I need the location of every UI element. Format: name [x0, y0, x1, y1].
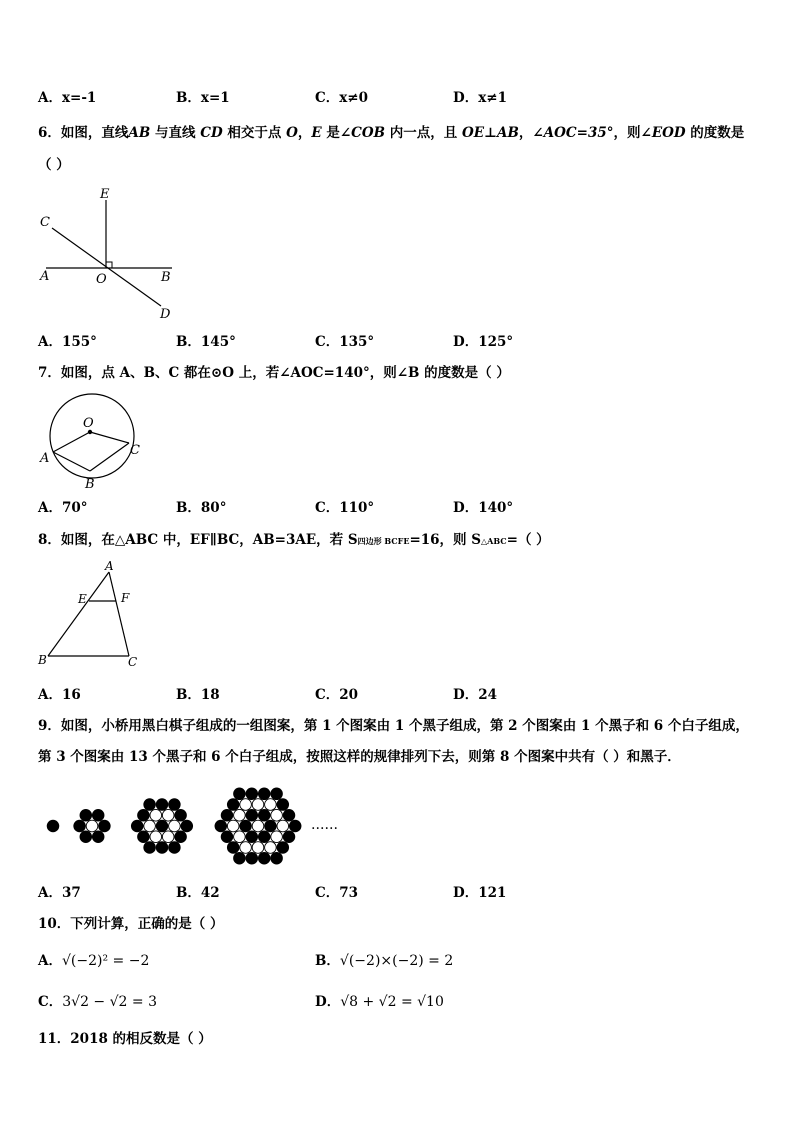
white-stone: [265, 842, 277, 854]
black-stone: [138, 809, 150, 821]
q6-stem-part: ∠EOD: [640, 125, 686, 141]
q10-stem: 10．下列计算，正确的是（ ）: [38, 916, 224, 932]
white-stone: [271, 831, 283, 843]
option-label: B．: [315, 953, 340, 969]
white-stone: [265, 799, 277, 811]
black-stone: [181, 820, 193, 832]
black-stone: [92, 809, 104, 821]
q8-subscript: △ABC: [481, 536, 507, 546]
black-stone: [258, 852, 270, 864]
q9-option-d: D．121: [453, 885, 507, 901]
q8-option-b: B．18: [176, 687, 220, 703]
black-stone: [258, 831, 270, 843]
q8-stem-part: 8．如图，在△ABC 中，EF∥BC，AB=3AE，若 S: [38, 532, 358, 548]
black-stone: [156, 820, 168, 832]
q6-stem-part: 6．如图，直线: [38, 125, 129, 141]
black-stone: [234, 788, 246, 800]
q6-stem-part: AB: [128, 125, 151, 141]
option-label: D．: [315, 994, 341, 1010]
black-stone: [221, 831, 233, 843]
q7-option-a: A．70°: [38, 500, 88, 516]
black-stone: [277, 842, 289, 854]
black-stone: [144, 842, 156, 854]
q10-option-d: [315, 993, 444, 1011]
q6-stem-part: O: [286, 125, 298, 141]
q6-stem-part: 相交于点: [222, 125, 287, 141]
q5-option-b: B．x=1: [176, 90, 230, 106]
q8-stem-part: =（ ）: [506, 532, 550, 548]
label-a: A: [40, 451, 50, 466]
white-stone: [234, 809, 246, 821]
black-stone: [246, 788, 258, 800]
white-stone: [227, 820, 239, 832]
black-stone: [99, 820, 111, 832]
q7-option-d: D．140°: [453, 500, 514, 516]
q6-option-d: D．125°: [453, 334, 514, 350]
q8-figure: [34, 560, 154, 672]
segment-oa: [53, 432, 90, 452]
q6-stem-part: 的度数是: [685, 125, 745, 141]
q8-option-a: A．16: [38, 687, 81, 703]
q6-option-b: B．145°: [176, 334, 236, 350]
q10-option-c-expression: 3√2 − √2 = 3: [62, 994, 157, 1010]
label-a: A: [40, 269, 50, 284]
black-stone: [234, 852, 246, 864]
q10-option-c: [38, 993, 157, 1011]
white-stone: [86, 820, 98, 832]
black-stone: [80, 831, 92, 843]
black-stone: [47, 820, 59, 832]
segment-ab: [48, 572, 109, 656]
q6-stem-part: ∠COB: [339, 125, 386, 141]
label-f: F: [121, 591, 130, 605]
q6-answer-paren: （ ）: [38, 157, 70, 173]
q6-stem-part: E: [311, 125, 322, 141]
q8-subscript: 四边形 BCFE: [357, 536, 410, 546]
black-stone: [265, 820, 277, 832]
q7-figure: [34, 388, 154, 492]
segment-oc: [90, 432, 129, 443]
black-stone: [92, 831, 104, 843]
label-b: B: [161, 270, 171, 285]
label-c: C: [128, 655, 138, 669]
black-stone: [246, 809, 258, 821]
black-stone: [283, 809, 295, 821]
q5-option-c: C．x≠0: [315, 90, 368, 106]
q6-stem-part: 内一点，且: [385, 125, 462, 141]
white-stone: [169, 820, 181, 832]
segment-bc: [90, 443, 129, 471]
label-d: D: [160, 307, 171, 322]
black-stone: [74, 820, 86, 832]
q7-option-c: C．110°: [315, 500, 375, 516]
q9-stem-line2: 第 3 个图案由 13 个黑子和 6 个白子组成，按照这样的规律排列下去，则第 8 个图案中共有（ ）和黑子．: [38, 749, 681, 765]
q9-stem-line1: 9．如图，小桥用黑白棋子组成的一组图案，第 1 个图案由 1 个黑子组成，第 2 个图案由 1 个黑子和 6 个白子组成，: [38, 718, 749, 734]
black-stone: [283, 831, 295, 843]
black-stone: [156, 799, 168, 811]
black-stone: [277, 799, 289, 811]
white-stone: [150, 831, 162, 843]
label-e: E: [78, 592, 87, 606]
q5-option-a: A．x=-1: [38, 90, 97, 106]
q9-option-b: B．42: [176, 885, 220, 901]
q5-option-d: D．x≠1: [453, 90, 507, 106]
label-c: C: [40, 215, 50, 230]
white-stone: [271, 809, 283, 821]
q7-option-b: B．80°: [176, 500, 227, 516]
label-a: A: [105, 560, 114, 573]
q6-figure: [30, 182, 190, 322]
black-stone: [289, 820, 301, 832]
q8-option-d: D．24: [453, 687, 497, 703]
q6-option-c: C．135°: [315, 334, 375, 350]
q6-option-a: A．155°: [38, 334, 97, 350]
q6-stem: [38, 124, 744, 142]
label-o: O: [83, 416, 94, 431]
white-stone: [252, 820, 264, 832]
q8-stem: [38, 531, 550, 550]
black-stone: [258, 788, 270, 800]
q11-stem: 11．2018 的相反数是（ ）: [38, 1031, 212, 1047]
label-b: B: [85, 477, 95, 492]
black-stone: [156, 842, 168, 854]
black-stone: [271, 788, 283, 800]
black-stone: [240, 820, 252, 832]
q10-option-b: [315, 952, 453, 970]
q10-option-a: [38, 952, 149, 970]
black-stone: [246, 852, 258, 864]
black-stone: [144, 799, 156, 811]
white-stone: [240, 799, 252, 811]
black-stone: [258, 809, 270, 821]
white-stone: [162, 809, 174, 821]
q6-stem-part: OE⊥AB: [461, 125, 519, 141]
q10-option-b-expression: √(−2)×(−2) = 2: [339, 953, 454, 969]
q6-stem-part: ，则: [613, 125, 641, 141]
black-stone: [215, 820, 227, 832]
q6-stem-part: 是: [321, 125, 340, 141]
q6-stem-part: ∠AOC=35°: [532, 125, 614, 141]
q8-option-c: C．20: [315, 687, 359, 703]
black-stone: [169, 799, 181, 811]
q6-stem-part: ，: [297, 125, 312, 141]
black-stone: [138, 831, 150, 843]
white-stone: [252, 842, 264, 854]
white-stone: [234, 831, 246, 843]
label-e: E: [100, 187, 110, 202]
label-b: B: [38, 653, 47, 667]
q10-option-d-expression: √8 + √2 = √10: [340, 994, 444, 1010]
label-o: O: [96, 272, 107, 287]
black-stone: [131, 820, 143, 832]
q9-ellipsis: ……: [311, 817, 338, 833]
black-stone: [221, 809, 233, 821]
option-label: C．: [38, 994, 63, 1010]
q6-stem-part: ，: [518, 125, 533, 141]
q7-stem: 7．如图，点 A、B、C 都在⊙O 上，若∠AOC=140°，则∠B 的度数是（ ）: [38, 365, 510, 381]
q10-option-a-expression: √(−2)² = −2: [61, 953, 150, 969]
option-label: A．: [38, 953, 62, 969]
black-stone: [271, 852, 283, 864]
white-stone: [252, 799, 264, 811]
q6-stem-part: 与直线: [150, 125, 201, 141]
white-stone: [150, 809, 162, 821]
black-stone: [227, 842, 239, 854]
label-c: C: [130, 443, 140, 458]
q8-stem-part: =16，则 S: [409, 532, 481, 548]
black-stone: [175, 831, 187, 843]
white-stone: [162, 831, 174, 843]
black-stone: [80, 809, 92, 821]
black-stone: [246, 831, 258, 843]
black-stone: [175, 809, 187, 821]
white-stone: [240, 842, 252, 854]
q6-stem-part: CD: [200, 125, 223, 141]
circle-o: [50, 394, 134, 478]
black-stone: [227, 799, 239, 811]
q9-option-c: C．73: [315, 885, 359, 901]
q9-option-a: A．37: [38, 885, 81, 901]
segment-ac: [109, 572, 129, 656]
white-stone: [144, 820, 156, 832]
black-stone: [169, 842, 181, 854]
white-stone: [277, 820, 289, 832]
